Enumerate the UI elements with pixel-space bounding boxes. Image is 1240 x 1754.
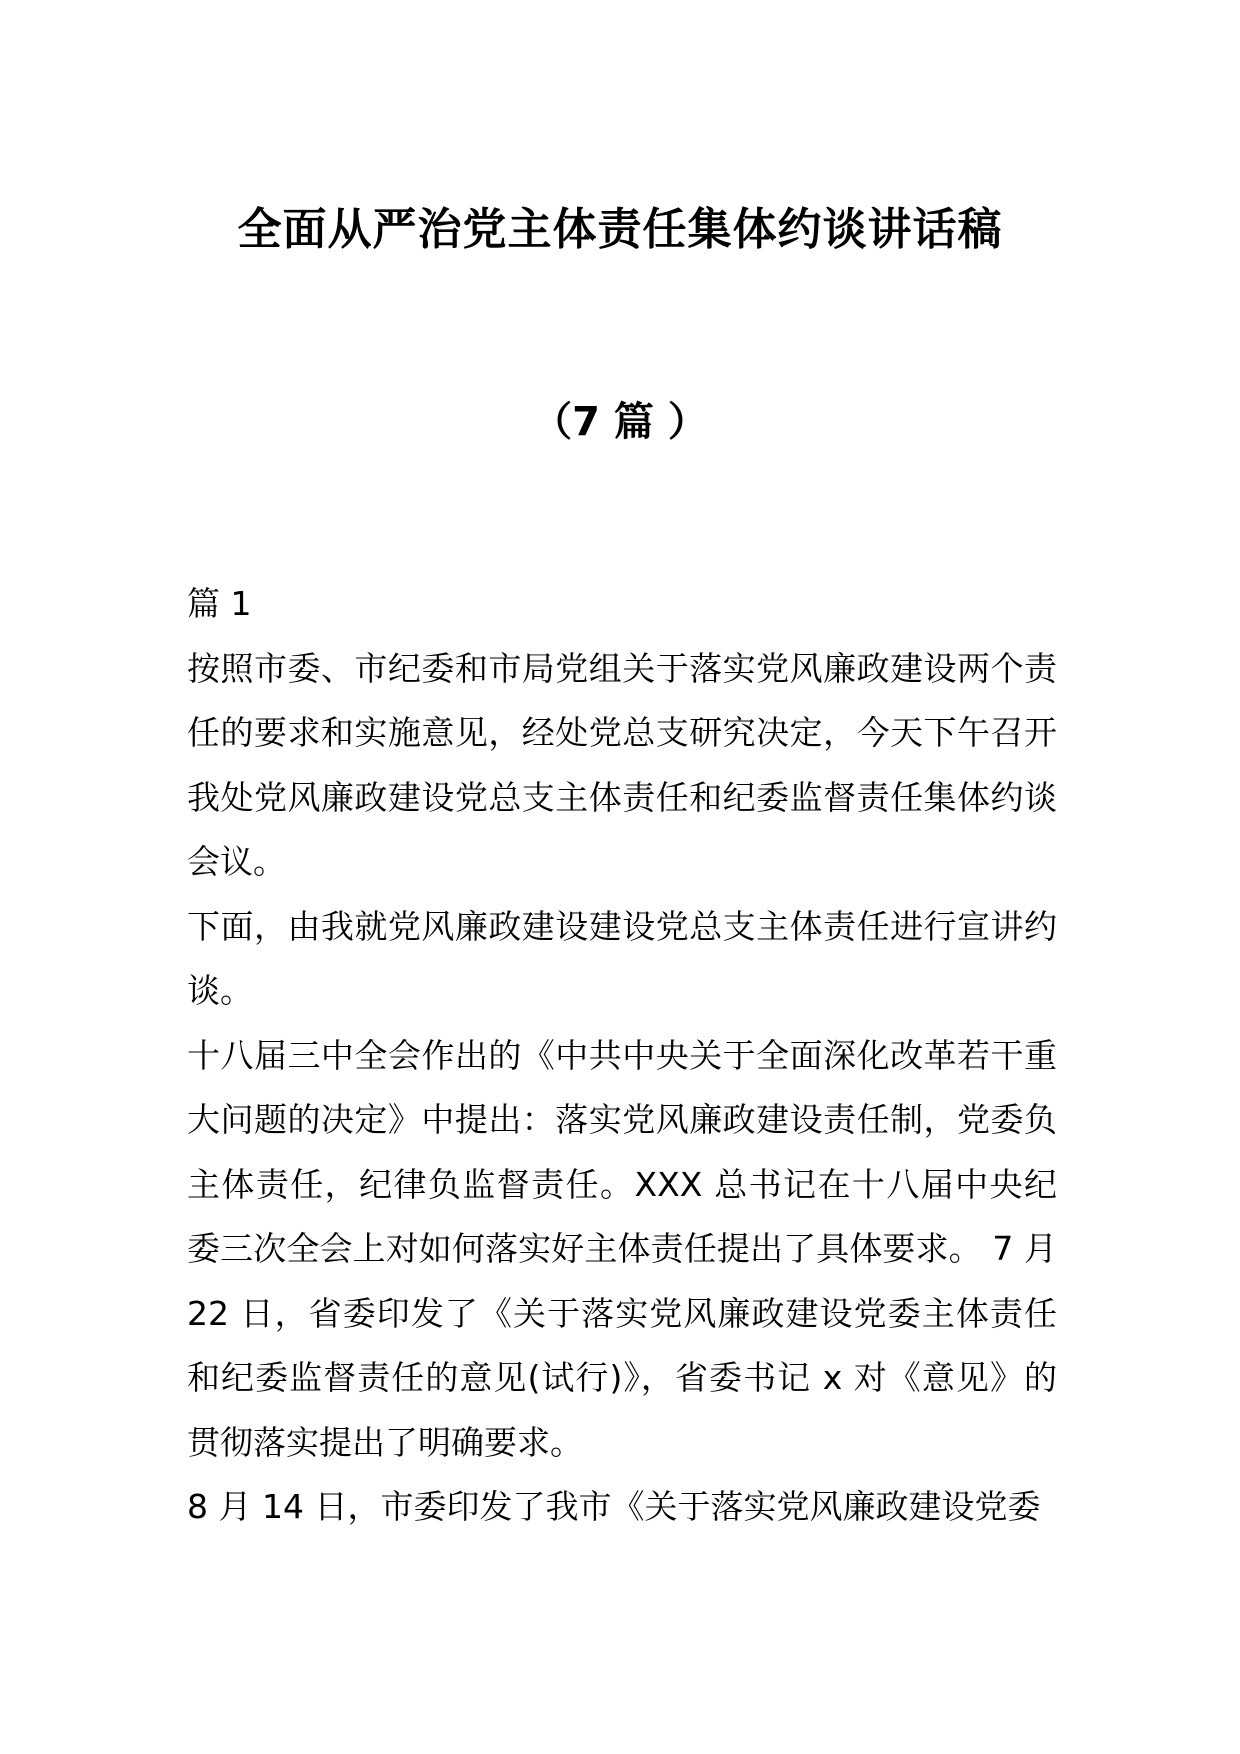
document-title: 全面从严治党主体责任集体约谈讲话稿 xyxy=(237,204,1003,255)
paragraph: 8 月 14 日，市委印发了我市《关于落实党风廉政建设党委 xyxy=(187,1487,1041,1526)
section-label: 篇 1 xyxy=(187,584,252,623)
paragraph: 按照市委、市纪委和市局党组关于落实党风廉政建设两个责任的要求和实施意见，经处党总支研究决定，今天下午召开我处党风廉政建设党总支主体责任和纪委监督责任集体约谈会议。 xyxy=(187,648,1057,881)
document-subtitle: （7 篇 ） xyxy=(532,399,708,445)
document-body xyxy=(187,572,1057,1540)
paragraph: 十八届三中全会作出的《中共中央关于全面深化改革若干重大问题的决定》中提出：落实党风廉政建设责任制，党委负主体责任，纪律负监督责任。XXX 总书记在十八届中央纪委三次全会上对如何落实好主体责任提出了具体要求。 7 月 22 日，省委印发了《关于落实党风廉政建设党委主体责任和纪委监督责任的意见(试行)》，省委书记 x 对《意见》的贯彻落实提出了明确要求。 xyxy=(187,1035,1057,1462)
paragraph: 下面，由我就党风廉政建设建设党总支主体责任进行宣讲约谈。 xyxy=(187,906,1057,1010)
